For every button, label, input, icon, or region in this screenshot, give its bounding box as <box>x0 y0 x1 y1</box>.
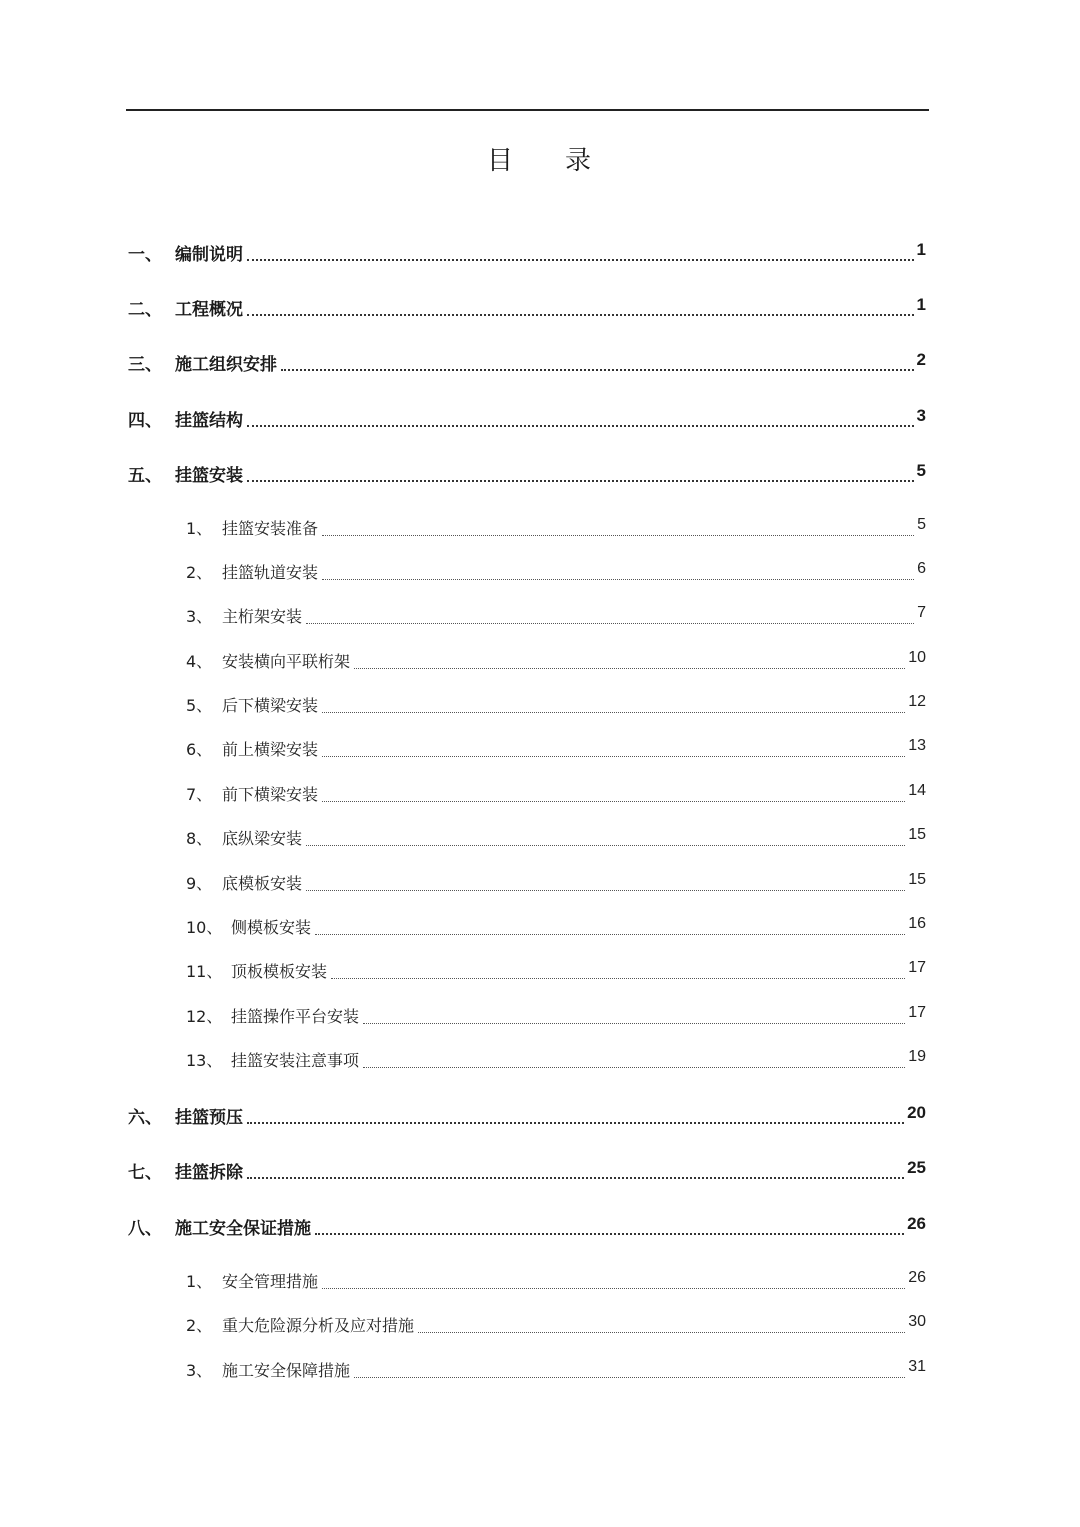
toc-leader-dots <box>247 425 914 427</box>
toc-entry-label: 底纵梁安装 <box>222 826 306 849</box>
toc-entry[interactable] <box>0 240 1080 266</box>
toc-entry[interactable] <box>0 871 1080 897</box>
toc-entry-number: 7、 <box>186 785 213 804</box>
toc-leader-dots <box>247 480 914 482</box>
toc-entry[interactable] <box>0 1004 1080 1030</box>
toc-entry[interactable] <box>0 1214 1080 1240</box>
toc-entry-label: 前上横梁安装 <box>222 737 322 760</box>
toc-entry[interactable] <box>0 560 1080 586</box>
toc-entry-label: 挂篮预压 <box>175 1103 247 1128</box>
toc-leader-dots <box>306 890 905 891</box>
toc-entry-page: 26 <box>905 1269 926 1287</box>
toc-entry-label: 工程概况 <box>175 295 247 320</box>
toc-entry-label: 施工安全保证措施 <box>175 1214 315 1239</box>
toc-entry-page: 26 <box>904 1214 926 1234</box>
toc-entry-number: 6、 <box>186 740 213 759</box>
toc-entry-page: 25 <box>904 1158 926 1178</box>
page-title <box>0 140 1080 177</box>
toc-entry-label: 编制说明 <box>175 240 247 265</box>
toc-entry-page: 20 <box>904 1103 926 1123</box>
toc-entry[interactable] <box>0 516 1080 542</box>
toc-entry-label: 侧模板安装 <box>231 915 315 938</box>
toc-entry-number: 四、 <box>128 411 162 431</box>
toc-entry-label: 挂篮安装 <box>175 461 247 486</box>
toc-entry-page: 7 <box>914 604 926 622</box>
toc-entry-page: 10 <box>905 649 926 667</box>
toc-leader-dots <box>247 1177 904 1179</box>
toc-entry-number: 八、 <box>128 1219 162 1239</box>
toc-entry-number: 3、 <box>186 1361 213 1380</box>
toc-entry-number: 六、 <box>128 1108 162 1128</box>
toc-entry-label: 挂篮结构 <box>175 406 247 431</box>
toc-entry-page: 3 <box>914 406 926 426</box>
toc-entry-page: 6 <box>914 560 926 578</box>
toc-leader-dots <box>322 756 905 757</box>
toc-entry[interactable] <box>0 406 1080 432</box>
toc-entry-page: 14 <box>905 782 926 800</box>
toc-entry-page: 30 <box>905 1313 926 1331</box>
toc-entry[interactable] <box>0 1048 1080 1074</box>
toc-leader-dots <box>418 1332 905 1333</box>
toc-entry-label: 安全管理措施 <box>222 1269 322 1292</box>
toc-leader-dots <box>354 1377 905 1378</box>
toc-entry[interactable] <box>0 1103 1080 1129</box>
toc-entry[interactable] <box>0 915 1080 941</box>
toc-entry-page: 13 <box>905 737 926 755</box>
toc-leader-dots <box>322 579 914 580</box>
toc-entry-number: 1、 <box>186 1272 213 1291</box>
toc-leader-dots <box>315 934 905 935</box>
toc-entry-number: 五、 <box>128 466 162 486</box>
toc-entry-number: 2、 <box>186 1316 213 1335</box>
toc-entry[interactable] <box>0 782 1080 808</box>
toc-leader-dots <box>281 369 914 371</box>
toc-entry-number: 5、 <box>186 696 213 715</box>
toc-entry-label: 安装横向平联桁架 <box>222 649 354 672</box>
toc-entry[interactable] <box>0 295 1080 321</box>
toc-entry[interactable] <box>0 737 1080 763</box>
toc-entry-number: 三、 <box>128 355 162 375</box>
toc-entry-page: 5 <box>914 461 926 481</box>
toc-entry-page: 15 <box>905 871 926 889</box>
toc-leader-dots <box>247 259 914 261</box>
toc-entry[interactable] <box>0 826 1080 852</box>
toc-leader-dots <box>322 1288 905 1289</box>
toc-leader-dots <box>322 801 905 802</box>
toc-entry-page: 17 <box>905 1004 926 1022</box>
toc-entry-page: 1 <box>914 240 926 260</box>
toc-leader-dots <box>315 1233 904 1235</box>
toc-entry[interactable] <box>0 959 1080 985</box>
toc-entry-label: 前下横梁安装 <box>222 782 322 805</box>
toc-entry-label: 底模板安装 <box>222 871 306 894</box>
toc-entry-label: 顶板模板安装 <box>231 959 331 982</box>
toc-leader-dots <box>322 712 905 713</box>
toc-entry[interactable] <box>0 1358 1080 1384</box>
toc-leader-dots <box>247 1122 904 1124</box>
toc-entry-page: 17 <box>905 959 926 977</box>
toc-entry[interactable] <box>0 461 1080 487</box>
toc-entry[interactable] <box>0 350 1080 376</box>
toc-entry-number: 13、 <box>186 1051 223 1070</box>
toc-entry-number: 一、 <box>128 245 162 265</box>
toc-entry-label: 后下横梁安装 <box>222 693 322 716</box>
toc-entry-number: 8、 <box>186 829 213 848</box>
toc-entry[interactable] <box>0 604 1080 630</box>
toc-entry[interactable] <box>0 693 1080 719</box>
toc-entry[interactable] <box>0 1269 1080 1295</box>
toc-entry[interactable] <box>0 649 1080 675</box>
toc-entry-page: 15 <box>905 826 926 844</box>
toc-entry[interactable] <box>0 1313 1080 1339</box>
toc-leader-dots <box>322 535 914 536</box>
toc-entry-label: 挂篮操作平台安装 <box>231 1004 363 1027</box>
toc-entry-number: 10、 <box>186 918 223 937</box>
toc-entry-number: 3、 <box>186 607 213 626</box>
toc-leader-dots <box>331 978 905 979</box>
toc-entry-label: 重大危险源分析及应对措施 <box>222 1313 418 1336</box>
toc-entry-label: 挂篮拆除 <box>175 1158 247 1183</box>
toc-entry-label: 挂篮轨道安装 <box>222 560 322 583</box>
toc-leader-dots <box>306 623 914 624</box>
toc-entry-label: 施工组织安排 <box>175 350 281 375</box>
toc-entry-number: 二、 <box>128 300 162 320</box>
toc-entry-label: 挂篮安装注意事项 <box>231 1048 363 1071</box>
toc-entry-page: 31 <box>905 1358 926 1376</box>
title-char: 目 <box>486 146 515 176</box>
toc-entry-number: 11、 <box>186 962 223 981</box>
toc-leader-dots <box>363 1023 905 1024</box>
toc-entry-number: 12、 <box>186 1007 223 1026</box>
toc-entry-page: 5 <box>914 516 926 534</box>
toc-entry[interactable] <box>0 1158 1080 1184</box>
header-rule <box>126 109 929 111</box>
toc-entry-page: 1 <box>914 295 926 315</box>
toc-entry-number: 七、 <box>128 1163 162 1183</box>
toc-leader-dots <box>247 314 914 316</box>
toc-leader-dots <box>363 1067 905 1068</box>
toc-entry-label: 施工安全保障措施 <box>222 1358 354 1381</box>
toc-entry-page: 12 <box>905 693 926 711</box>
title-char: 录 <box>565 146 594 176</box>
toc-entry-number: 1、 <box>186 519 213 538</box>
toc-entry-number: 2、 <box>186 563 213 582</box>
toc-entry-number: 4、 <box>186 652 213 671</box>
toc-leader-dots <box>354 668 905 669</box>
toc-entry-page: 2 <box>914 350 926 370</box>
toc-entry-label: 挂篮安装准备 <box>222 516 322 539</box>
toc-leader-dots <box>306 845 905 846</box>
toc-entry-page: 19 <box>905 1048 926 1066</box>
toc-entry-number: 9、 <box>186 874 213 893</box>
toc-entry-page: 16 <box>905 915 926 933</box>
toc-entry-label: 主桁架安装 <box>222 604 306 627</box>
